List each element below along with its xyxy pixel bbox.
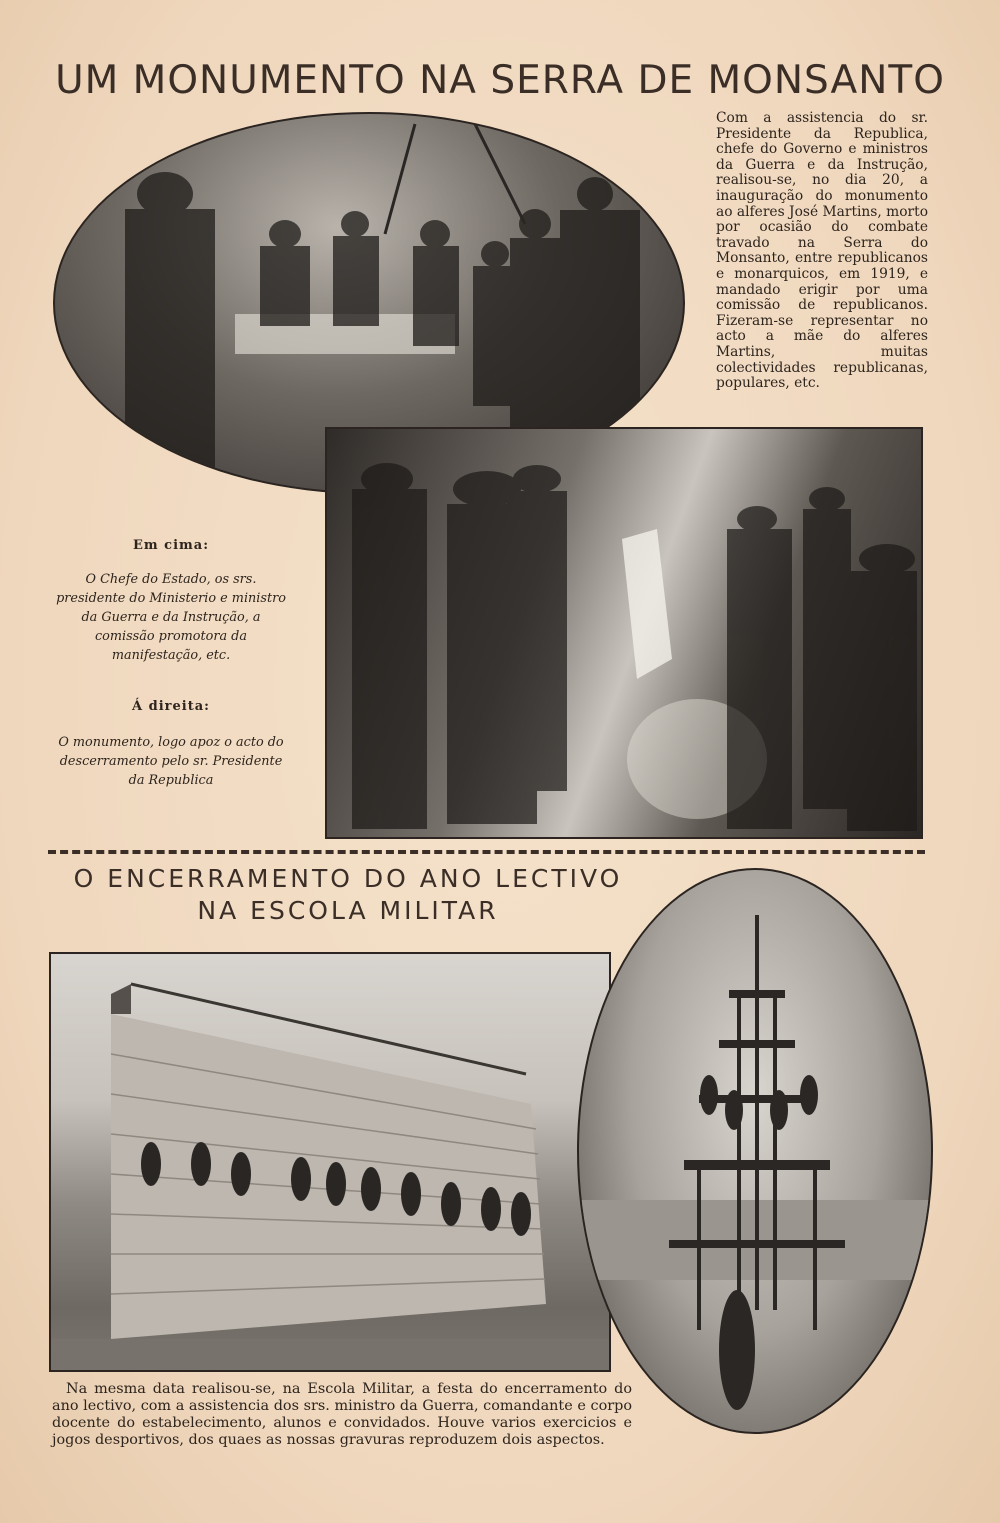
caption-top-heading: Em cima:: [132, 538, 210, 553]
caption-right-text: O monumento, logo apoz o acto do descerramento pelo sr. Presidente da Republica: [58, 735, 284, 788]
section-divider: [48, 850, 925, 854]
photo-climbing-wall: [49, 952, 611, 1372]
caption-right-heading: Á direita:: [132, 699, 210, 714]
photo-climbing-wall-shapes: [51, 954, 609, 1370]
caption-top-text: O Chefe do Estado, os srs. presidente do Ministerio e ministro da Guerra e da Instrução, a comissão promotora da manifestação, etc.: [56, 572, 286, 663]
photo-monument-unveiling: [325, 427, 923, 839]
photo-climbing-tower: [577, 868, 933, 1434]
section1-title: UM MONUMENTO NA SERRA DE MONSANTO: [55, 58, 945, 103]
section2-body-text: Na mesma data realisou-se, na Escola Militar, a festa do encerramento do ano lectivo, com a assistencia dos srs. ministro da Guerra, comandante e corpo docente do estabelecimento, alunos e convidados. Houve varios exercicios e jogos desportivos, dos quaes as nossas gravuras reproduzem dois aspectos.: [52, 1381, 632, 1448]
photo-climbing-tower-shapes: [579, 870, 931, 1432]
section2-title-line2: NA ESCOLA MILITAR: [197, 896, 499, 925]
section2-title-line1: O ENCERRAMENTO DO ANO LECTIVO: [73, 864, 623, 893]
section1-body-text: Com a assistencia do sr. Presidente da Republica, chefe do Governo e ministros da Guerra e da Instrução, realisou-se, no dia 20, a inauguração do monumento ao alferes José Martins, morto por ocasião do combate travado na Serra do Monsanto, entre republicanos e monarquicos, em 1919, e mandado erigir por uma comissão de republicanos. Fizeram-se representar no acto a mãe do alferes Martins, muitas colectividades republicanas, populares, etc.: [716, 110, 928, 392]
photo-monument-shapes: [327, 429, 921, 837]
